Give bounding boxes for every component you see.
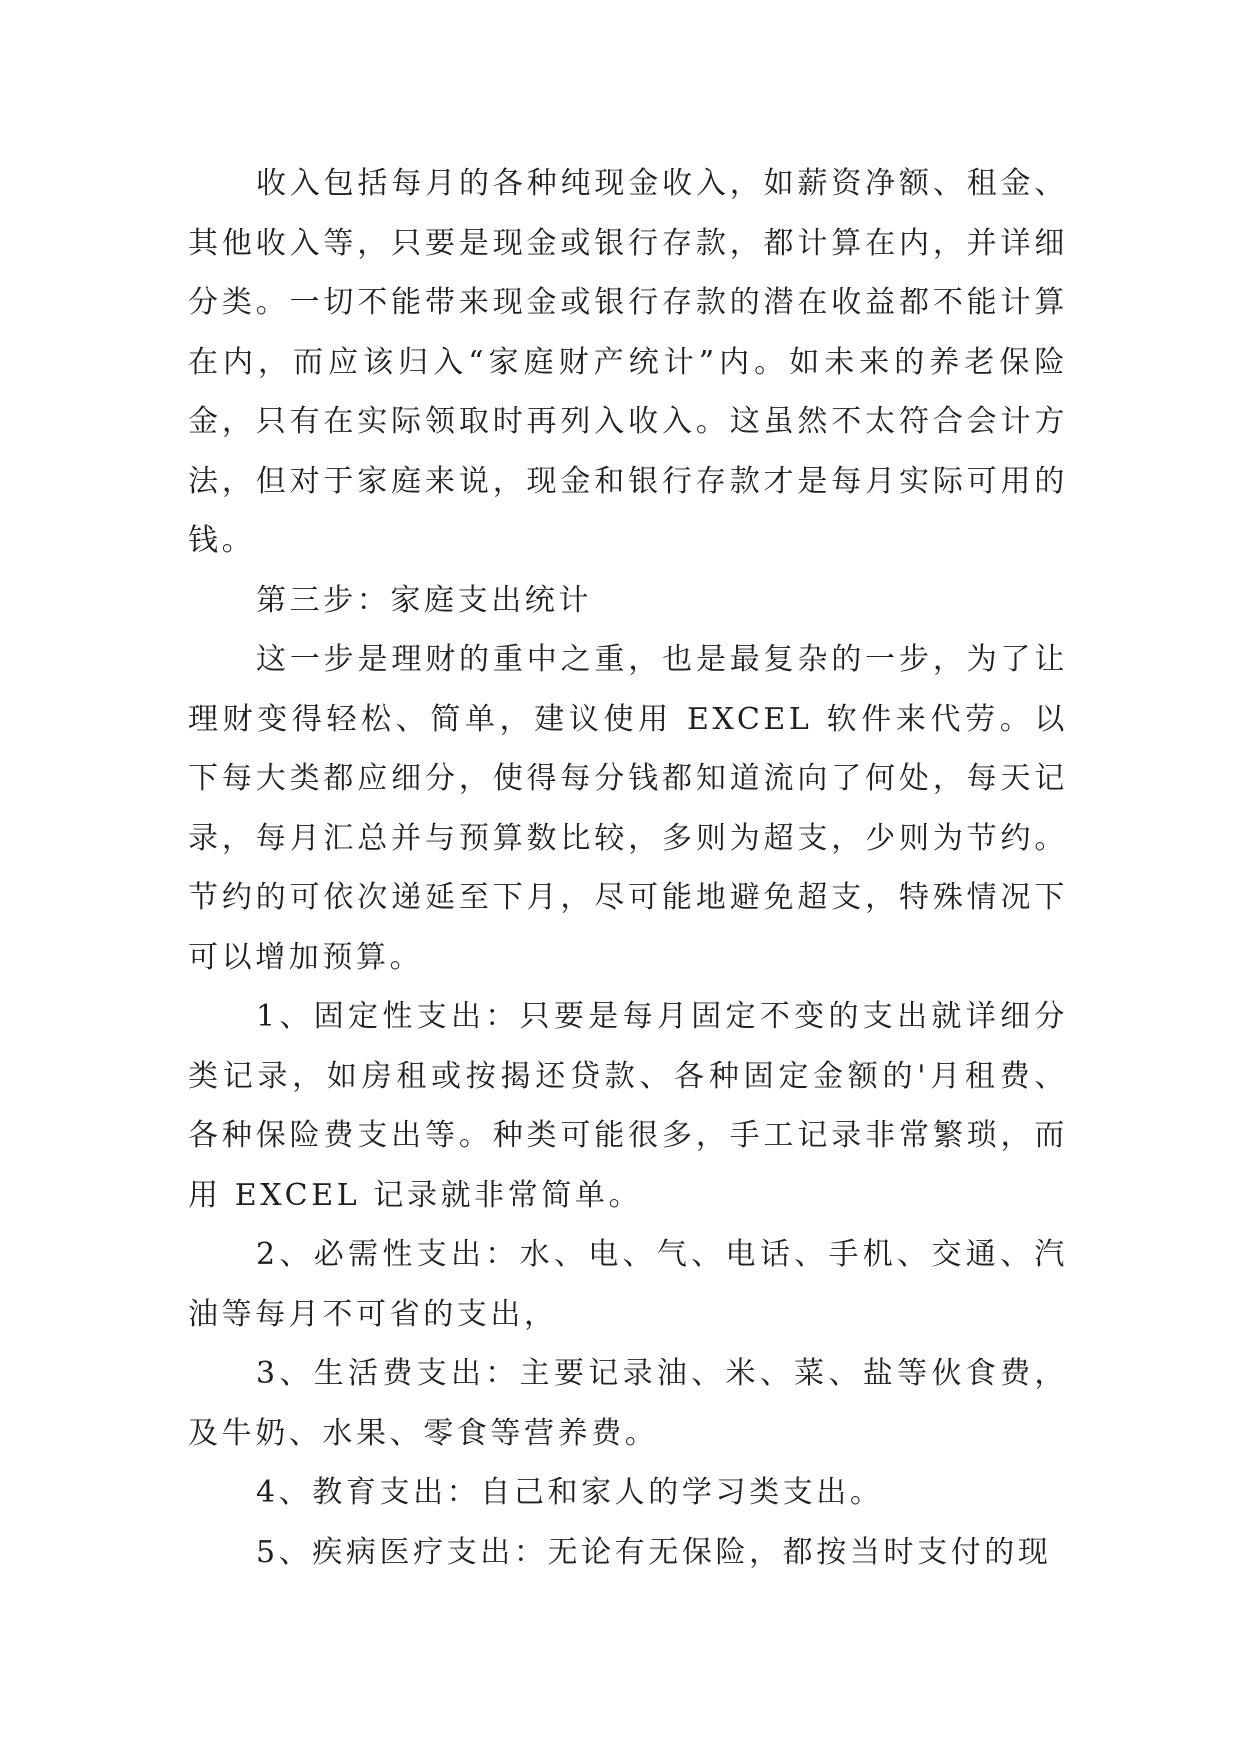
list-item-medical-expense: 5、疾病医疗支出：无论有无保险，都按当时支付的现 [256,1534,1052,1570]
paragraph-income: 收入包括每月的各种纯现金收入，如薪资净额、租金、其他收入等，只要是现金或银行存款，都计算在内，并详细分类。一切不能带来现金或银行存款的潜在收益都不能计算在内，而应该归入“家庭财产统计”内。如未来的养老保险金，只有在实际领取时再列入收入。这虽然不太符合会计方法，但对于家庭来说，现金和银行存款才是每月实际可用的钱。 [188,166,1068,558]
section-heading-step-three: 第三步：家庭支出统计 [256,582,592,618]
list-item-living-expense: 3、生活费支出：主要记录油、米、菜、盐等伙食费，及牛奶、水果、零食等营养费。 [188,1356,1068,1451]
list-item-fixed-expense: 1、固定性支出：只要是每月固定不变的支出就详细分类记录，如房租或按揭还贷款、各种固定金额的'月租费、各种保险费支出等。种类可能很多，手工记录非常繁琐，而用 EXCEL 记录就非常简单。 [188,999,1068,1213]
document-body [188,154,1068,1582]
paragraph-expense-intro: 这一步是理财的重中之重，也是最复杂的一步，为了让理财变得轻松、简单，建议使用 EXCEL 软件来代劳。以下每大类都应细分，使得每分钱都知道流向了何处，每天记录，每月汇总并与预算数比较，多则为超支，少则为节约。节约的可依次递延至下月，尽可能地避免超支，特殊情况下可以增加预算。 [188,642,1068,975]
list-item-necessary-expense: 2、必需性支出：水、电、气、电话、手机、交通、汽油等每月不可省的支出， [188,1237,1068,1332]
list-item-education-expense: 4、教育支出：自己和家人的学习类支出。 [256,1475,884,1510]
